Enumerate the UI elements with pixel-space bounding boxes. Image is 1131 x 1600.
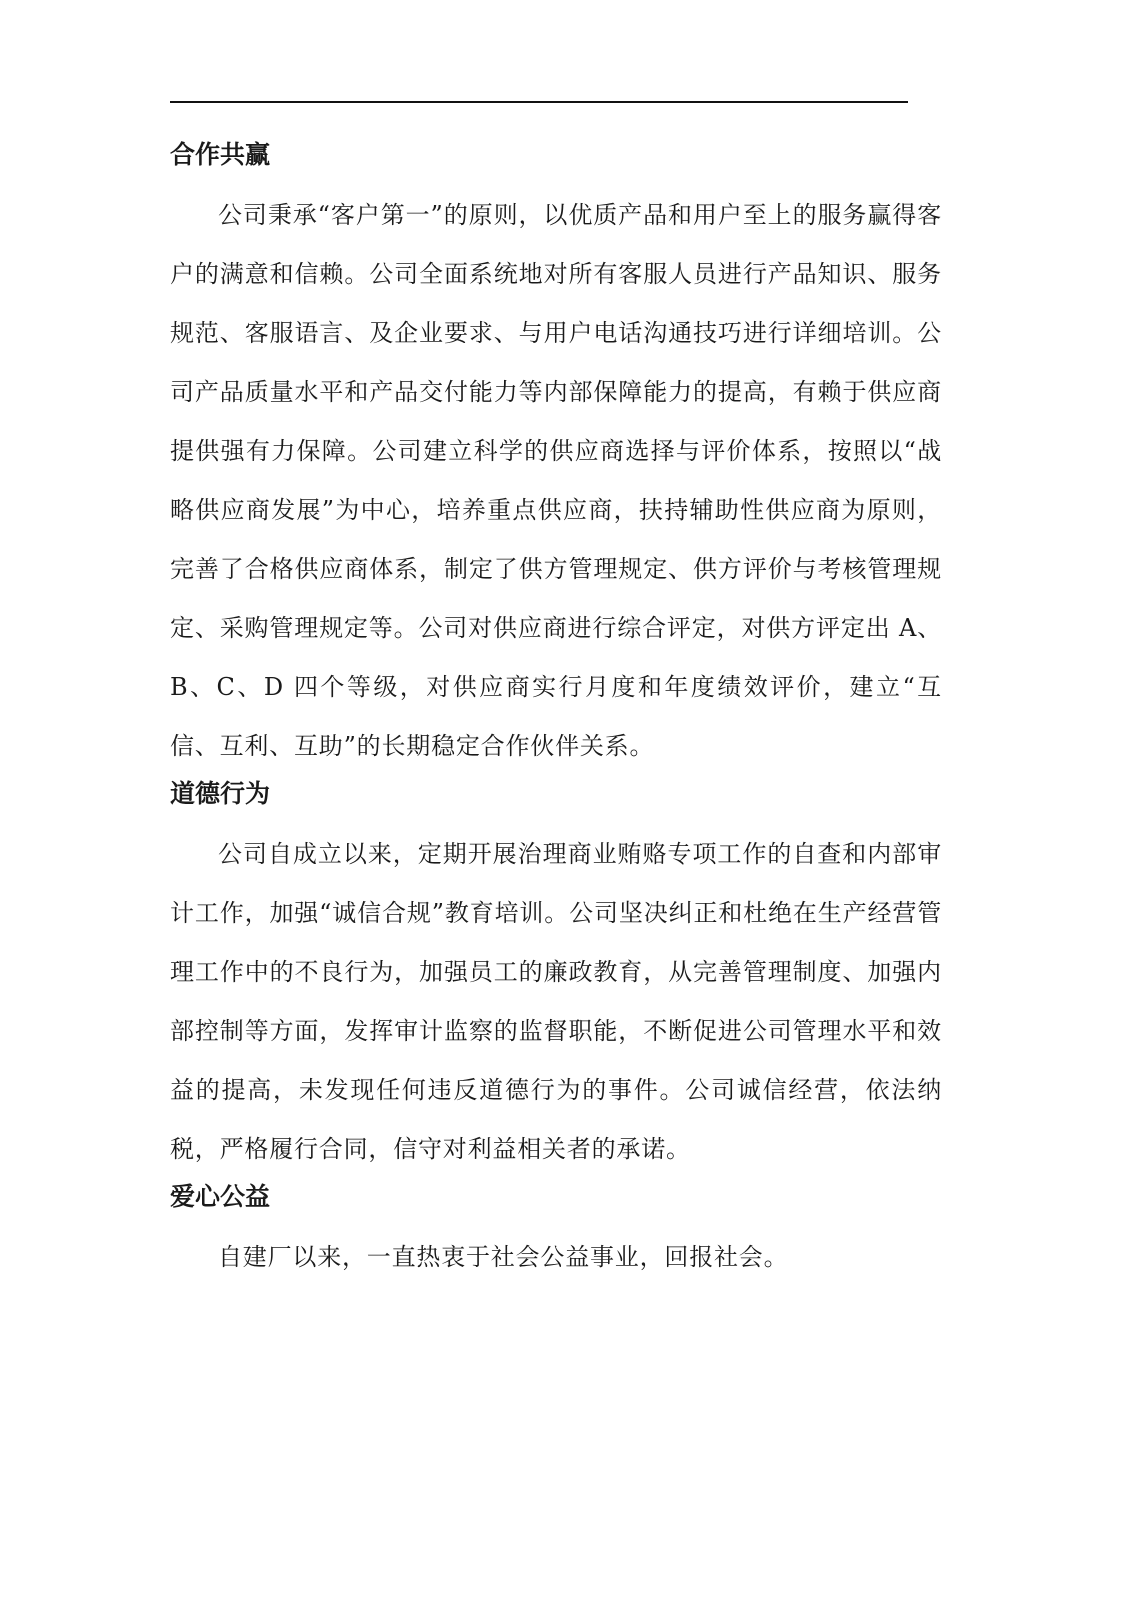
section-title: 爱心公益 [170,1182,271,1211]
header-rule [170,101,908,103]
document-body [170,137,942,1287]
section-ethics [170,776,942,1179]
section-paragraph: 自建厂以来，一直热衷于社会公益事业，回报社会。 [218,1243,789,1271]
section-title: 合作共赢 [170,140,271,169]
section-cooperation [170,137,942,776]
section-title: 道德行为 [170,779,271,808]
section-paragraph: 公司秉承“客户第一”的原则，以优质产品和用户至上的服务赢得客户的满意和信赖。公司全面系统地对所有客服人员进行产品知识、服务规范、客服语言、及企业要求、与用户电话沟通技巧进行详细培训。公司产品质量水平和产品交付能力等内部保障能力的提高，有赖于供应商提供强有力保障。公司建立科学的供应商选择与评价体系，按照以“战略供应商发展”为中心，培养重点供应商，扶持辅助性供应商为原则，完善了合格供应商体系，制定了供方管理规定、供方评价与考核管理规定、采购管理规定等。公司对供应商进行综合评定，对供方评定出 A、B、C、D 四个等级，对供应商实行月度和年度绩效评价，建立“互信、互利、互助”的长期稳定合作伙伴关系。 [170,201,942,760]
section-paragraph: 公司自成立以来，定期开展治理商业贿赂专项工作的自查和内部审计工作，加强“诚信合规”教育培训。公司坚决纠正和杜绝在生产经营管理工作中的不良行为，加强员工的廉政教育，从完善管理制度、加强内部控制等方面，发挥审计监察的监督职能，不断促进公司管理水平和效益的提高，未发现任何违反道德行为的事件。公司诚信经营，依法纳税，严格履行合同，信守对利益相关者的承诺。 [170,840,942,1163]
section-charity [170,1179,942,1287]
